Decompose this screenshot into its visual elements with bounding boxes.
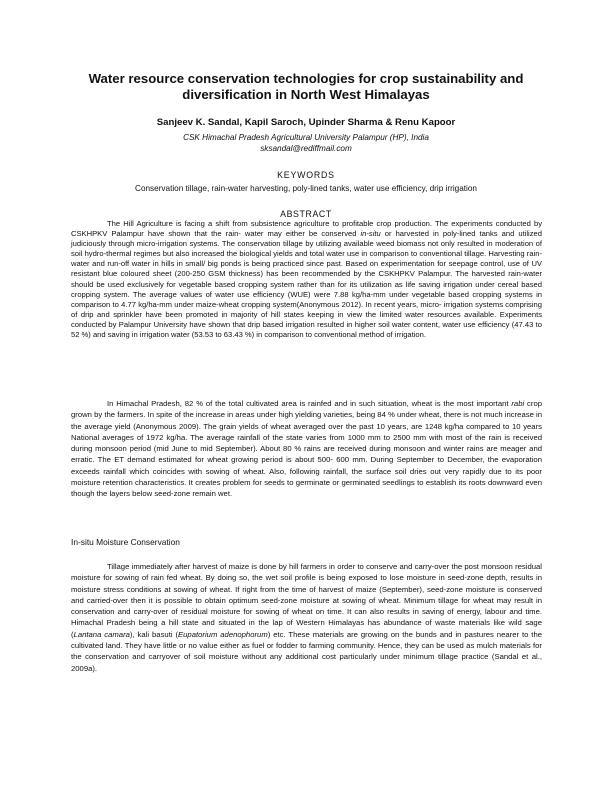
paper-title: Water resource conservation technologies for crop sustainability and diversification in North West Himalayas	[88, 71, 524, 102]
affiliation: CSK Himachal Pradesh Agricultural University Palampur (HP), India	[183, 133, 429, 142]
body-paragraph-2	[71, 561, 542, 674]
para2-emphasis-2: Eupatorium adenophorum	[178, 629, 268, 639]
para1-text-b: crop grown by the farmers. In spite of the increase in areas under high yielding varieties, being 84 % under wheat, there is not much increase in the average yield (Anonymous 2009). The grain yields of wheat averaged over the past 10 years, are 1248 kg/ha compared to 10 years National averages of 1972 kg/ha. The average rainfall of the state varies from 1000 mm to 2500 mm with most of the rain is received during monsoon period (mid June to mid September). About 80 % rains are received during monsoon and winter rains are meager and erratic. The ET demand estimated for wheat growing period is about 500- 600 mm. During September to December, the evaporation exceeds rainfall which coincides with sowing of wheat. Also, following rainfall, the surface soil dries out very rapidly due to its poor moisture retention characteristics. It creates problem for seeds to germinate or germinated seedlings to establish its roots downward even though the layers below seed-zone remain wet.	[71, 399, 543, 499]
abstract-body	[71, 219, 542, 340]
keywords-heading: KEYWORDS	[277, 170, 335, 180]
keywords-text: Conservation tillage, rain-water harvesting, poly-lined tanks, water use efficiency, drip irrigation	[135, 184, 477, 193]
para1-text-a: In Himachal Pradesh, 82 % of the total cultivated area is rainfed and in such situation, wheat is the most important	[107, 399, 512, 408]
abstract-text-2: or harvested in poly-lined tanks and utilized judiciously through micro-irrigation systems. The conservation tillage by utilizing available weed biomass not only resulted in moderation of soil hydro-thermal regimes but also increased the biological yields and total water use in comparison to conventional tillage. Harvesting rain-water and run-off water in hills in small/ big ponds is being practiced since past. Based on experimentation for seepage control, use of UV resistant blue coloured sheet (200-250 GSM thickness) has been recommended by the CSKHPKV Palampur. The harvested rain-water should be used exclusively for vegetable based cropping system rather than for its utilization as life saving irrigation under cereal based cropping system. The average values of water use efficiency (WUE) were 7.88 kg/ha-mm under vegetable based cropping systems in comparison to 4.77 kg/ha-mm under maize-wheat cropping system(Anonymous 2012). In recent years, micro- irrigation systems comprising of drip and sprinkler have been promoted in majority of hill states keeping in view the limited water resources available. Experiments conducted by Palampur University have shown that drip based irrigation resulted in higher soil water content, water use efficiency (47.43 to 52 %) and saving in irrigation water (53.53 to 63.43 %) in comparison to conventional method of irrigation.	[71, 229, 542, 340]
para2-text-c: ) etc. These materials are growing on the bunds and in pastures nearer to the cultivated land. They have little or no value either as fuel or fodder to farming community. Hence, they can be used as mulch materials for the conservation and carryover of soil moisture without any additional cost particularly under minimum tillage practice (Sandal et al., 2009a).	[71, 629, 542, 673]
para2-text-a: Tillage immediately after harvest of maize is done by hill farmers in order to conserve and carry-over the post monsoon residual moisture for sowing of rain fed wheat. By doing so, the wet soil profile is being exposed to lose moisture in seed-zone depth, results in moisture stress conditions at sowing of wheat. If right from the time of harvest of maize (September), seed-zone moisture is conserved and carried-over then it is possible to obtain optimum seed-zone moisture at sowing of wheat. Minimum tillage for wheat may result in conservation and carry-over of residual moisture for sowing of wheat on time. It can also results in saving of energy, labour and time. Himachal Pradesh being a hill state and situated in the lap of Western Himalayas has abundance of waste materials like wild sage (	[71, 562, 542, 639]
para2-emphasis-1: Lantana camara	[73, 629, 130, 639]
abstract-emphasis: in-situ	[360, 229, 381, 239]
section-heading: In-situ Moisture Conservation	[71, 537, 180, 547]
abstract-heading: ABSTRACT	[280, 209, 332, 219]
para1-emphasis: rabi	[511, 399, 525, 408]
abstract-text-1: The Hill Agriculture is facing a shift from subsistence agriculture to profitable crop production. The experiments conducted by CSKHPKV Palampur have shown that the rain- water may either be conserved	[71, 219, 542, 239]
author-email: sksandal@rediffmail.com	[260, 144, 352, 153]
body-paragraph-1	[71, 398, 542, 500]
author-list: Sanjeev K. Sandal, Kapil Saroch, Upinder Sharma & Renu Kapoor	[156, 117, 456, 128]
para2-text-b: ), kali basuti (	[129, 629, 179, 639]
